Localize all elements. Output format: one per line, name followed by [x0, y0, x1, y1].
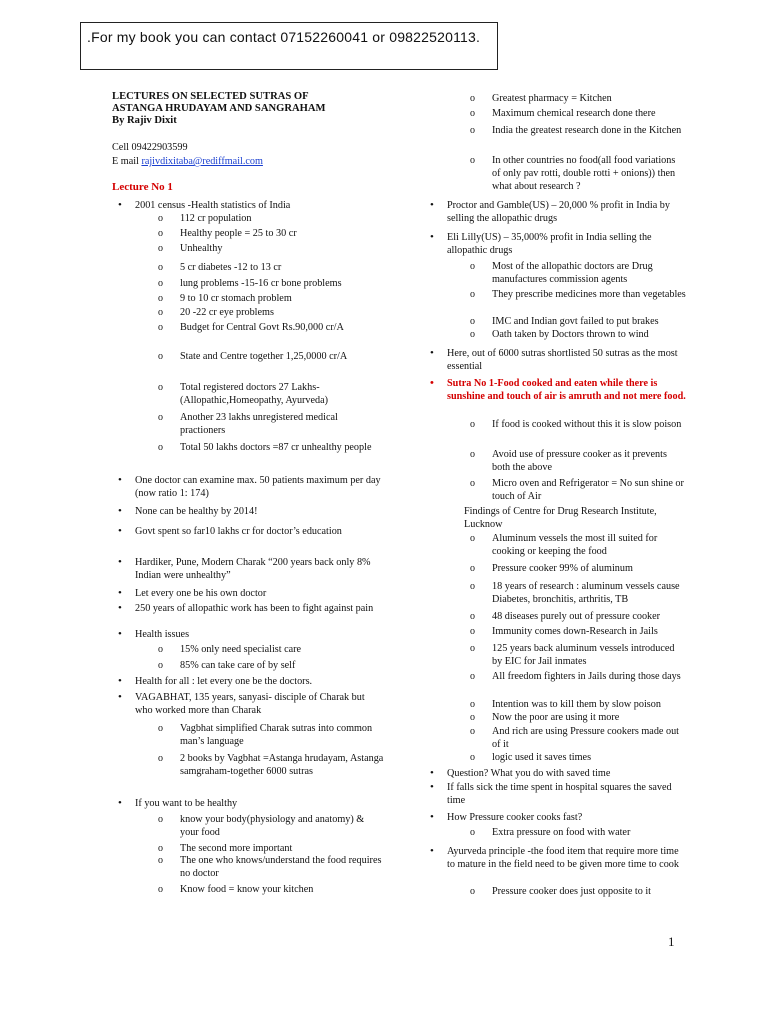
- right-list-item: o Pressure cooker does just opposite to it: [424, 885, 686, 898]
- left-list-item: o 5 cr diabetes -12 to 13 cr: [112, 261, 384, 274]
- right-list-item: o India the greatest research done in the Kitchen: [424, 124, 686, 137]
- left-list-item: o The second more important: [112, 842, 384, 855]
- left-list-item: • Let every one be his own doctor: [112, 587, 384, 600]
- left-list-item: • Govt spent so far10 lakhs cr for doctor’s education: [112, 525, 384, 538]
- right-list-item: o Micro oven and Refrigerator = No sun shine or touch of Air: [424, 477, 686, 503]
- left-list-item: • Health for all : let every one be the doctors.: [112, 675, 384, 688]
- email-label: E mail: [112, 156, 142, 167]
- right-list-item: o And rich are using Pressure cookers made out of it: [424, 725, 686, 751]
- left-list-item: o The one who knows/understand the food requires no doctor: [112, 854, 384, 880]
- right-list-item: o In other countries no food(all food variations of only pav rotti, double rotti + onions)) then what about research ?: [424, 154, 686, 193]
- right-list-item: • How Pressure cooker cooks fast?: [424, 811, 686, 824]
- left-list-item: o Know food = know your kitchen: [112, 883, 384, 896]
- left-list-item: o Budget for Central Govt Rs.90,000 cr/A: [112, 321, 384, 334]
- left-list-item: • VAGABHAT, 135 years, sanyasi- disciple of Charak but who worked more than Charak: [112, 691, 384, 717]
- left-list-item: o Vagbhat simplified Charak sutras into common man’s language: [112, 722, 384, 748]
- right-list-item: o 18 years of research : aluminum vessels cause Diabetes, bronchitis, arthritis, TB: [424, 580, 686, 606]
- email-link[interactable]: rajivdixitaba@rediffmail.com: [141, 156, 263, 167]
- right-list-item: o Pressure cooker 99% of aluminum: [424, 562, 686, 575]
- left-list-item: • If you want to be healthy: [112, 797, 384, 810]
- right-list-item: • If falls sick the time spent in hospital squares the saved time: [424, 781, 686, 807]
- left-list-item: o lung problems -15-16 cr bone problems: [112, 277, 384, 290]
- left-list-item: o Total registered doctors 27 Lakhs- (Allopathic,Homeopathy, Ayurveda): [112, 381, 384, 407]
- left-list-item: o State and Centre together 1,25,0000 cr/A: [112, 350, 384, 363]
- left-list-item: • 2001 census -Health statistics of India: [112, 199, 384, 212]
- left-list-item: o Another 23 lakhs unregistered medical practioners: [112, 411, 384, 437]
- right-list-item: o All freedom fighters in Jails during those days: [424, 670, 686, 683]
- left-list-item: o 15% only need specialist care: [112, 643, 384, 656]
- right-list-item: o Avoid use of pressure cooker as it prevents both the above: [424, 448, 686, 474]
- right-list-item: o Now the poor are using it more: [424, 711, 686, 724]
- right-list-item: o Maximum chemical research done there: [424, 107, 686, 120]
- doc-author: By Rajiv Dixit: [112, 115, 177, 126]
- right-list-item: o If food is cooked without this it is slow poison: [424, 418, 686, 431]
- right-list-item: • Proctor and Gamble(US) – 20,000 % profit in India by selling the allopathic drugs: [424, 199, 686, 225]
- left-list-item: o 112 cr population: [112, 212, 384, 225]
- left-list-item: o Total 50 lakhs doctors =87 cr unhealthy people: [112, 441, 384, 454]
- right-list-item: o 125 years back aluminum vessels introduced by EIC for Jail inmates: [424, 642, 686, 668]
- right-list-item: o logic used it saves times: [424, 751, 686, 764]
- right-list-item: o Most of the allopathic doctors are Drug manufactures commission agents: [424, 260, 686, 286]
- right-list-item: • Eli Lilly(US) – 35,000% profit in India selling the allopathic drugs: [424, 231, 686, 257]
- right-list-item: o Greatest pharmacy = Kitchen: [424, 92, 686, 105]
- left-list-item: o 85% can take care of by self: [112, 659, 384, 672]
- right-list-item: o Intention was to kill them by slow poison: [424, 698, 686, 711]
- right-list-item: o Immunity comes down-Research in Jails: [424, 625, 686, 638]
- lecture-heading: Lecture No 1: [112, 181, 173, 193]
- right-list-item: o Extra pressure on food with water: [424, 826, 686, 839]
- email-line: [112, 155, 263, 168]
- left-list-item: o Healthy people = 25 to 30 cr: [112, 227, 384, 240]
- page-number: 1: [668, 934, 675, 949]
- left-list-item: o 9 to 10 cr stomach problem: [112, 292, 384, 305]
- right-list-item: o 48 diseases purely out of pressure cooker: [424, 610, 686, 623]
- contact-text: .For my book you can contact 07152260041 or 09822520113.: [87, 29, 481, 45]
- right-list-item: o Aluminum vessels the most ill suited for cooking or keeping the food: [424, 532, 686, 558]
- contact-box: [80, 22, 498, 70]
- doc-title-line2: ASTANGA HRUDAYAM AND SANGRAHAM: [112, 103, 326, 114]
- right-list-item: o They prescribe medicines more than vegetables: [424, 288, 686, 301]
- left-list-item: • 250 years of allopathic work has been to fight against pain: [112, 602, 384, 615]
- left-list-item: • Hardiker, Pune, Modern Charak “200 years back only 8% Indian were unhealthy”: [112, 556, 384, 582]
- right-list-item: • Question? What you do with saved time: [424, 767, 686, 780]
- right-list-item: o Oath taken by Doctors thrown to wind: [424, 328, 686, 341]
- cell-number: Cell 09422903599: [112, 142, 188, 153]
- left-list-item: • One doctor can examine max. 50 patients maximum per day (now ratio 1: 174): [112, 474, 384, 500]
- left-list-item: o Unhealthy: [112, 242, 384, 255]
- left-list-item: • Health issues: [112, 628, 384, 641]
- right-list-item: • Ayurveda principle -the food item that require more time to mature in the field need to be given more time to cook: [424, 845, 686, 871]
- right-list-item: • Here, out of 6000 sutras shortlisted 50 sutras as the most essential: [424, 347, 686, 373]
- left-list-item: o 20 -22 cr eye problems: [112, 306, 384, 319]
- left-list-item: o 2 books by Vagbhat =Astanga hrudayam, Astanga samgraham-together 6000 sutras: [112, 752, 384, 778]
- right-list-item: • Sutra No 1-Food cooked and eaten while there is sunshine and touch of air is amruth and not mere food.: [424, 377, 686, 403]
- right-list-item: o IMC and Indian govt failed to put brakes: [424, 315, 686, 328]
- doc-title-line1: LECTURES ON SELECTED SUTRAS OF: [112, 91, 309, 102]
- left-list-item: • None can be healthy by 2014!: [112, 505, 384, 518]
- left-list-item: o know your body(physiology and anatomy) & your food: [112, 813, 384, 839]
- right-list-item: Findings of Centre for Drug Research Institute, Lucknow: [464, 506, 657, 530]
